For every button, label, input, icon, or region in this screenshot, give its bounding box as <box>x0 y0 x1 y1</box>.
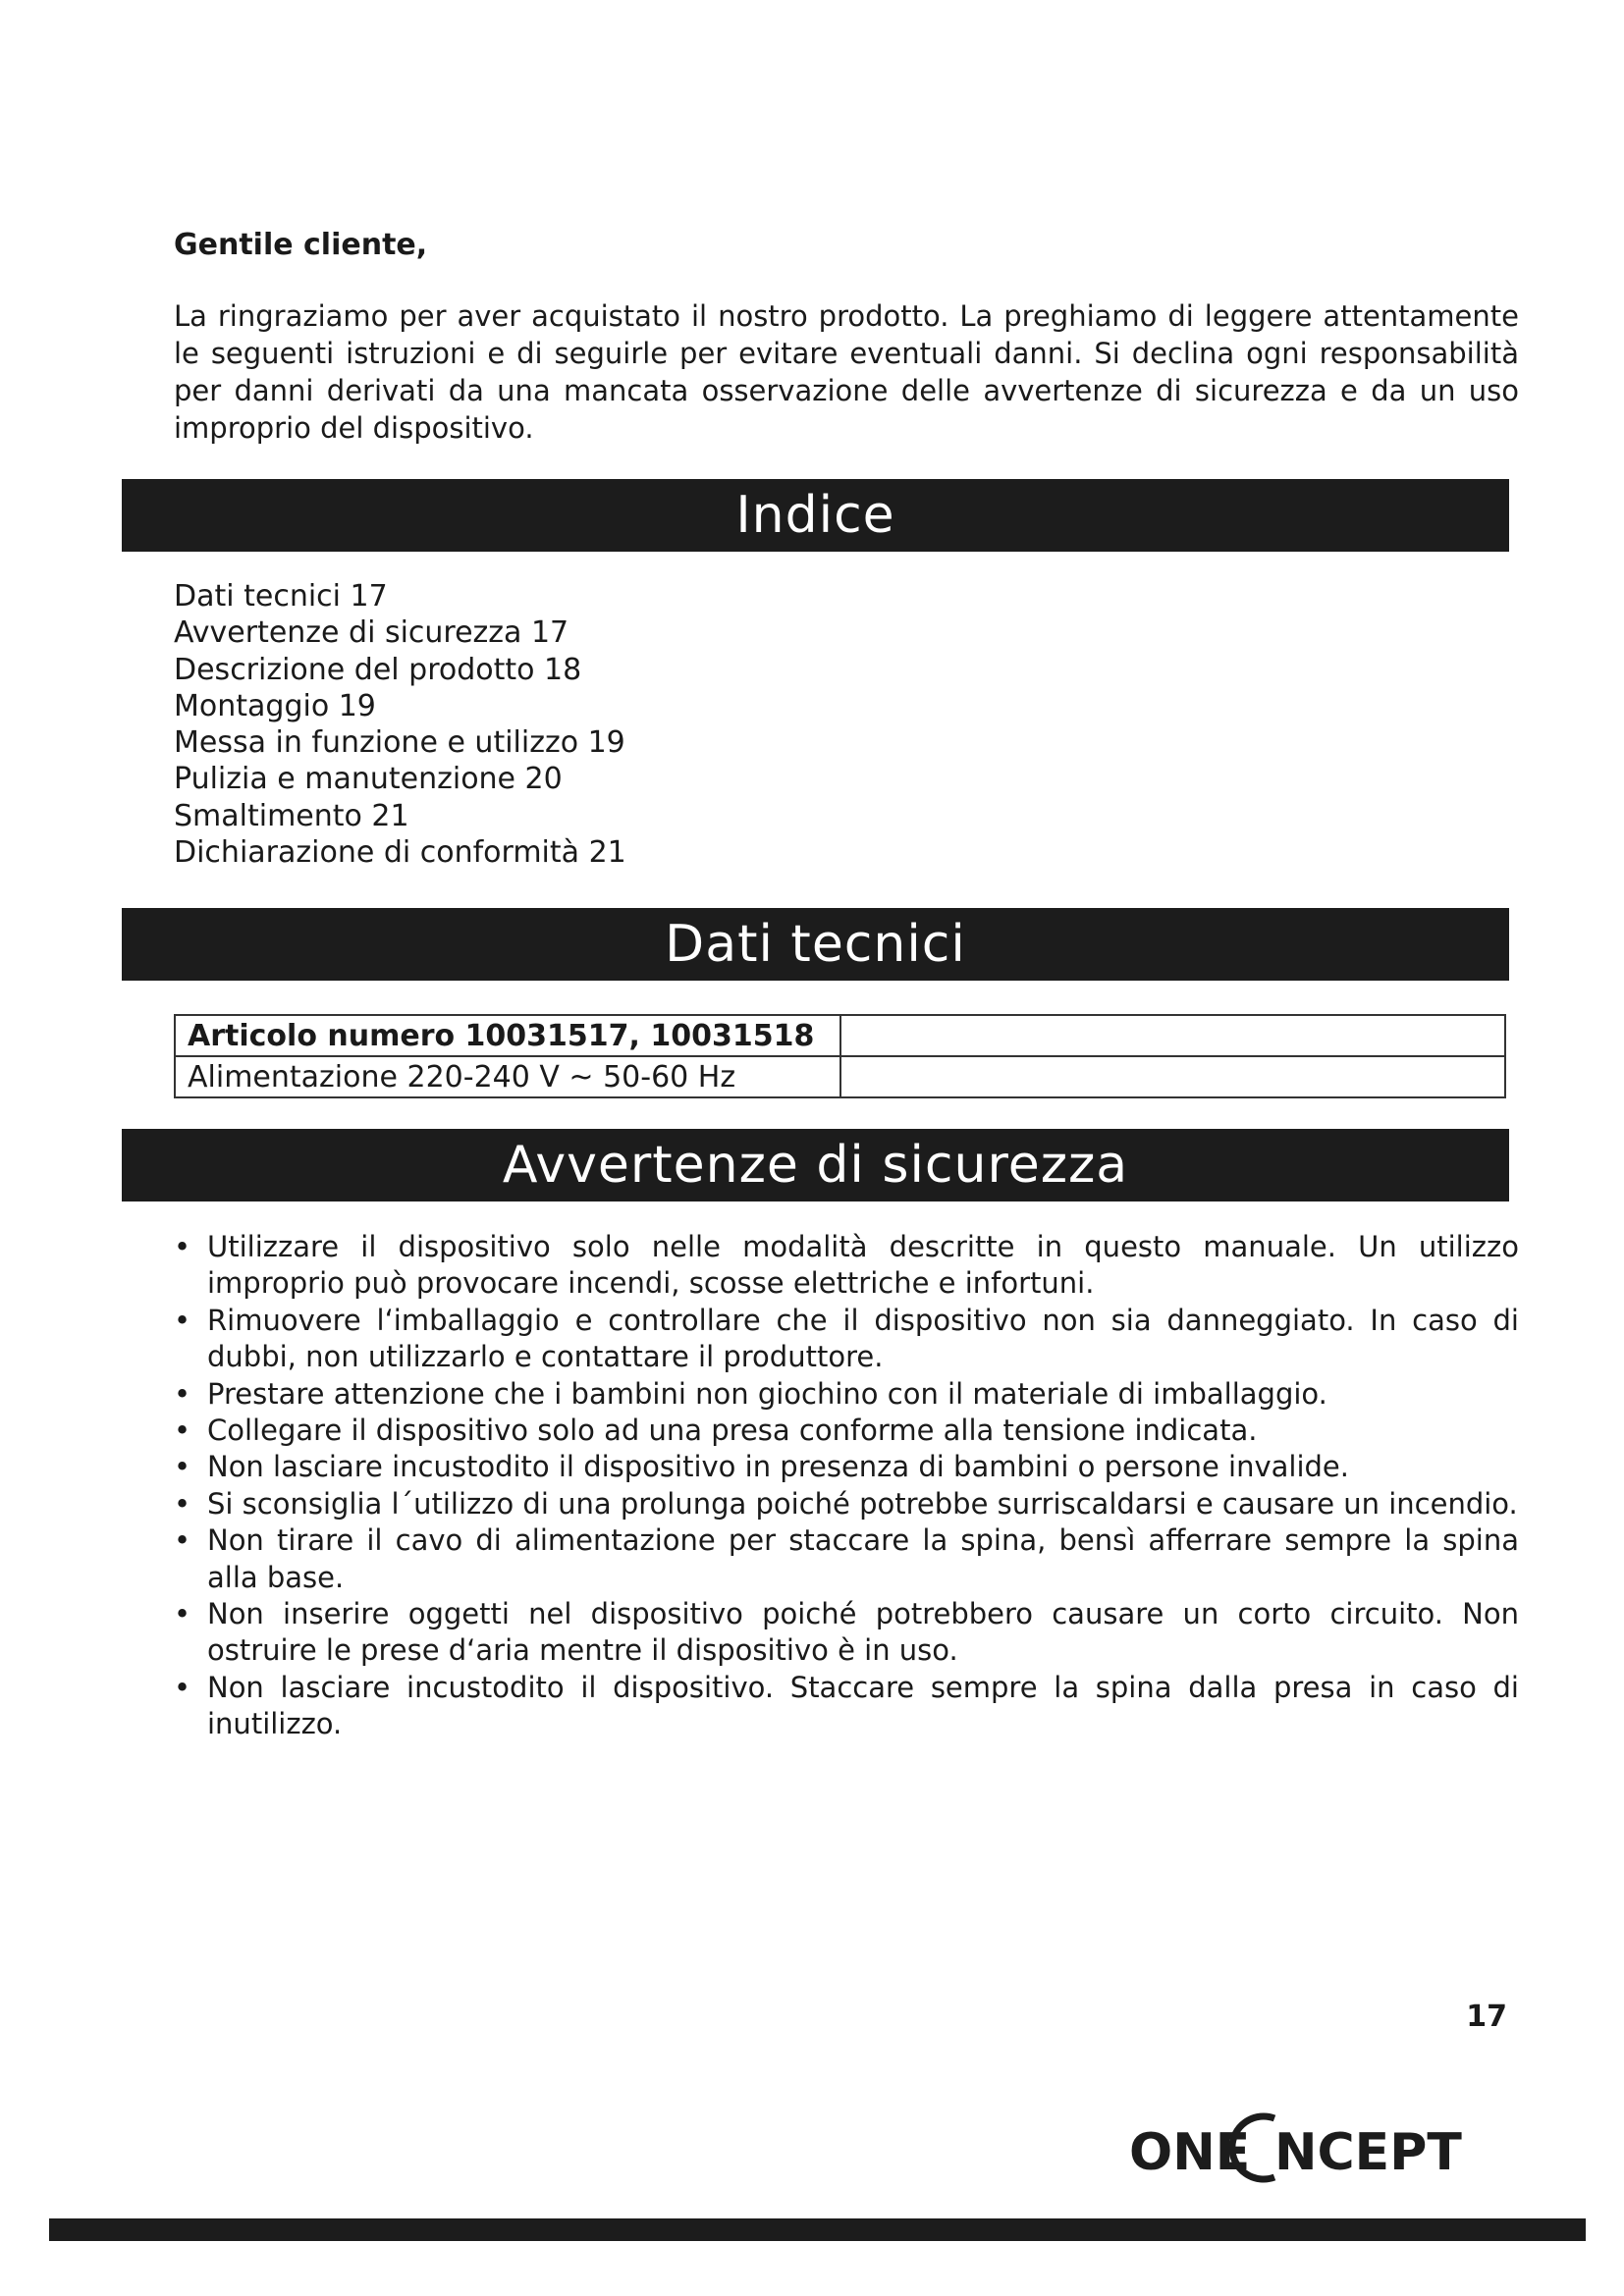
spec-cell-empty <box>840 1056 1505 1097</box>
list-item <box>174 1486 1519 1522</box>
bullet: • <box>174 1597 191 1631</box>
warning-text: Non lasciare incustodito il dispositivo. Staccare sempre la spina dalla presa in caso di inutilizzo. <box>207 1670 1519 1741</box>
bullet: • <box>174 1303 191 1337</box>
table-row <box>175 1015 1505 1056</box>
toc-item: Pulizia e manutenzione 20 <box>174 762 563 797</box>
list-item <box>174 1413 1519 1449</box>
bullet: • <box>174 1670 191 1704</box>
spec-cell-power: Alimentazione 220-240 V ~ 50-60 Hz <box>175 1056 840 1097</box>
bullet: • <box>174 1450 191 1484</box>
warning-text: Non inserire oggetti nel dispositivo poiché potrebbero causare un corto circuito. Non ostruire le prese d‘aria mentre il dispositivo è in uso. <box>207 1597 1519 1668</box>
footer-bar <box>49 2218 1586 2241</box>
toc-item: Messa in funzione e utilizzo 19 <box>174 725 625 761</box>
oneconcept-logo <box>1129 2109 1510 2187</box>
section-header-index: Indice <box>122 479 1509 552</box>
bullet: • <box>174 1486 191 1521</box>
bullet: • <box>174 1376 191 1411</box>
bullet: • <box>174 1230 191 1263</box>
warning-text: Rimuovere l‘imballaggio e controllare che il dispositivo non sia danneggiato. In caso di dubbi, non utilizzarlo e contattare il produttore. <box>207 1303 1519 1374</box>
section-header-safety: Avvertenze di sicurezza <box>122 1129 1509 1201</box>
toc-item: Avvertenze di sicurezza 17 <box>174 615 569 651</box>
warning-text: Si sconsiglia l´utilizzo di una prolunga poiché potrebbe surriscaldarsi e causare un incendio. <box>207 1486 1518 1521</box>
table-row <box>175 1056 1505 1097</box>
list-item <box>174 1229 1519 1303</box>
spec-table <box>174 1014 1506 1098</box>
list-item <box>174 1522 1519 1596</box>
list-item <box>174 1449 1519 1485</box>
bullet: • <box>174 1414 191 1448</box>
warning-text: Utilizzare il dispositivo solo nelle modalità descritte in questo manuale. Un utilizzo improprio può provocare incendi, scosse elettriche e infortuni. <box>207 1230 1519 1301</box>
warning-text: Non tirare il cavo di alimentazione per staccare la spina, bensì afferrare sempre la spina alla base. <box>207 1523 1519 1594</box>
list-item <box>174 1596 1519 1670</box>
toc-item: Dati tecnici 17 <box>174 579 388 614</box>
bullet: • <box>174 1523 191 1558</box>
list-item <box>174 1303 1519 1376</box>
safety-warnings-list <box>174 1229 1519 1743</box>
intro-paragraph: La ringraziamo per aver acquistato il nostro prodotto. La preghiamo di leggere attentamente le seguenti istruzioni e di seguirle per evitare eventuali danni. Si declina ogni responsabilità per danni derivati da una mancata osservazione delle avvertenze di sicurezza e da un uso improprio del dispositivo. <box>174 299 1519 445</box>
warning-text: Collegare il dispositivo solo ad una presa conforme alla tensione indicata. <box>207 1414 1258 1448</box>
warning-text: Prestare attenzione che i bambini non giochino con il materiale di imballaggio. <box>207 1376 1327 1411</box>
warning-text: Non lasciare incustodito il dispositivo in presenza di bambini o persone invalide. <box>207 1450 1349 1484</box>
toc-item: Dichiarazione di conformità 21 <box>174 835 626 871</box>
logo-text-one: ONE <box>1129 2123 1251 2182</box>
list-item <box>174 1376 1519 1413</box>
toc-item: Descrizione del prodotto 18 <box>174 652 582 687</box>
logo-text-ncept: NCEPT <box>1274 2123 1462 2182</box>
greeting: Gentile cliente, <box>174 228 428 262</box>
toc-item: Montaggio 19 <box>174 688 376 723</box>
toc-item: Smaltimento 21 <box>174 798 409 833</box>
section-header-specs: Dati tecnici <box>122 908 1509 981</box>
list-item <box>174 1670 1519 1743</box>
spec-cell-empty <box>840 1015 1505 1056</box>
spec-cell-article: Articolo numero 10031517, 10031518 <box>175 1015 840 1056</box>
table-of-contents <box>174 578 626 871</box>
page-number: 17 <box>1466 2000 1507 2034</box>
